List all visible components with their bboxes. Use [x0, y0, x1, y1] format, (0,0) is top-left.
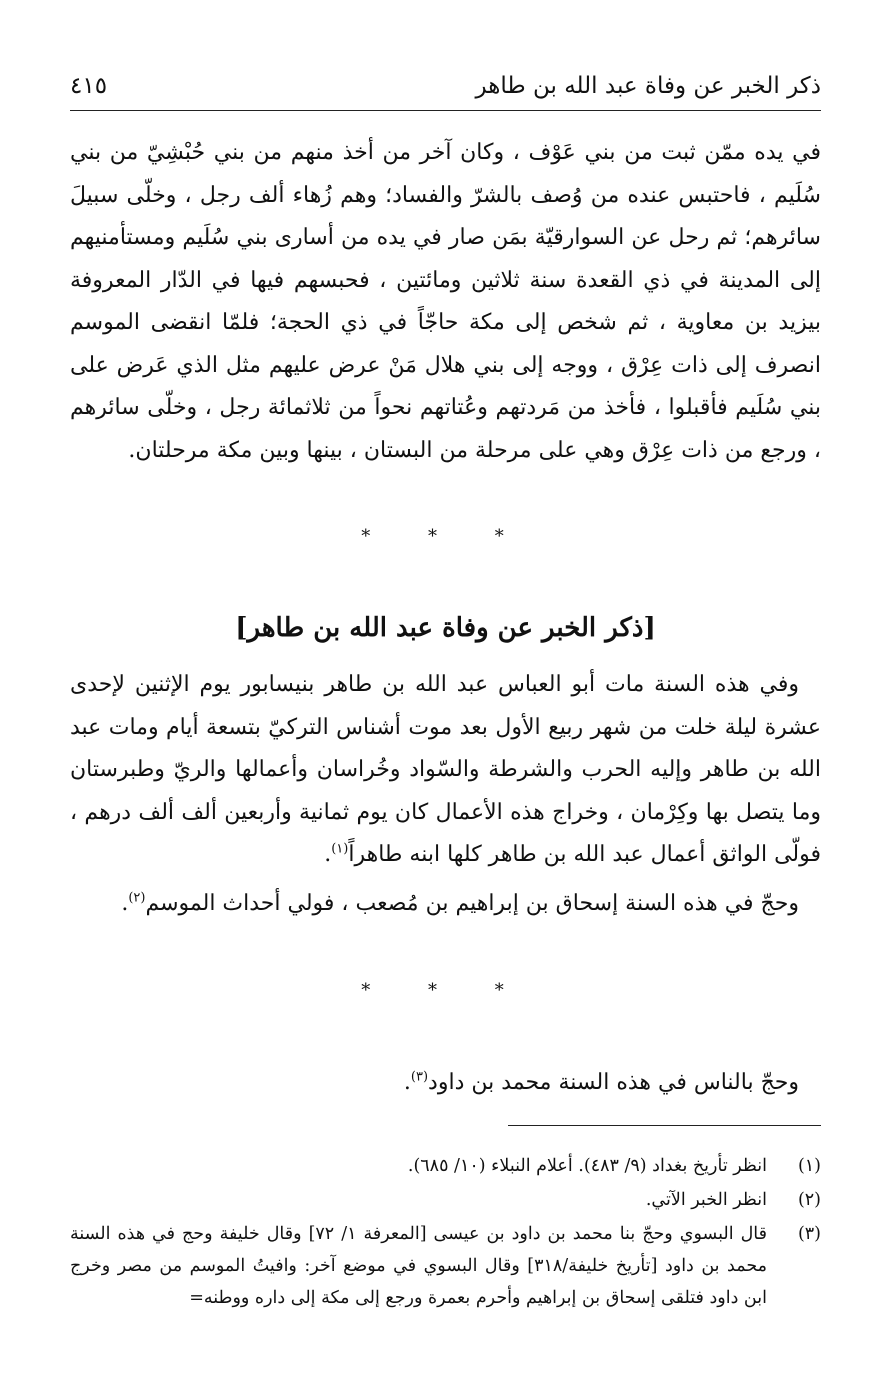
section-heading: [ذكر الخبر عن وفاة عبد الله بن طاهر]: [235, 613, 656, 643]
paragraph-3-text: وحجّ في هذه السنة إسحاق بن إبراهيم بن مُصعب ، فولي أحداث الموسم: [145, 891, 799, 916]
paragraph-4: [70, 1062, 821, 1105]
paragraph-4-text: وحجّ بالناس في هذه السنة محمد بن داود: [428, 1070, 799, 1095]
paragraph-3: [70, 883, 821, 926]
footnote-rule: [508, 1125, 821, 1126]
footnote-text: انظر الخبر الآتي.: [645, 1190, 767, 1210]
header-rule: [70, 110, 821, 111]
running-title: ذكر الخبر عن وفاة عبد الله بن طاهر: [475, 73, 821, 99]
footnote-1: [70, 1150, 821, 1182]
footnote-text: انظر تأريخ بغداد (٩/ ٤٨٣). أعلام النبلاء (١٠/ ٦٨٥).: [407, 1156, 767, 1176]
footnote-number: (٣): [797, 1224, 821, 1244]
section-separator-1: * * *: [361, 526, 530, 547]
page-number: ٤١٥: [70, 73, 108, 99]
paragraph-2: [70, 664, 821, 877]
paragraph-2-text: وفي هذه السنة مات أبو العباس عبد الله بن طاهر بنيسابور يوم الإثنين لإحدى عشرة ليلة خلت من شهر ربيع الأول بعد موت أشناس التركيّ بتسعة أيام ومات عبد الله بن طاهر وإليه الحرب والشرطة والسّواد وخُراسان وأعمالها والريّ وطبرستان وما يتصل بها وكِرْمان ، وخراج هذه الأعمال كان يوم ثمانية وأربعين ألف ألف درهم ، فولّى الواثق أعمال عبد الله بن طاهر كلها ابنه طاهراً: [70, 672, 821, 867]
footnote-number: (٢): [797, 1190, 821, 1210]
footnote-ref-3[interactable]: (٣): [410, 1069, 429, 1085]
footnote-number: (١): [797, 1156, 821, 1176]
footnote-2: [70, 1184, 821, 1216]
paragraph-3-end: .: [121, 891, 129, 916]
paragraph-1: في يده ممّن ثبت من بني عَوْف ، وكان آخر من أخذ منهم من بني حُبْشِيّ من بني سُلَيم ، فاحتبس عنده من وُصف بالشرّ والفساد؛ وهم زُهاء ألف رجل ، وخلّى سبيلَ سائرهم؛ ثم رحل عن السوارقيّة بمَن صار في يده من أسارى بني سُلَيم ومستأمنيهم إلى المدينة في ذي القعدة سنة ثلاثين ومائتين ، فحبسهم فيها في الدّار المعروفة بيزيد بن معاوية ، ثم شخص إلى مكة حاجّاً في ذي الحجة؛ فلمّا انقضى الموسم انصرف إلى ذات عِرْق ، ووجه إلى بني هلال مَنْ عرض عليهم مثل الذي عَرض على بني سُلَيم فأقبلوا ، فأخذ من مَردتهم وعُتاتهم نحواً من ثلاثمائة رجل ، وخلّى سائرهم ، ورجع من ذات عِرْق وهي على مرحلة من البستان ، بينها وبين مكة مرحلتان.: [70, 140, 821, 463]
paragraph-4-end: .: [403, 1070, 411, 1095]
footnote-ref-2[interactable]: (٢): [128, 890, 146, 906]
section-separator-2: * * *: [361, 980, 530, 1001]
footnote-ref-1[interactable]: (١): [331, 841, 349, 857]
footnote-text: قال البسوي وحجّ بنا محمد بن داود بن عيسى [المعرفة ١/ ٧٢] وقال خليفة وحج في هذه السنة محمد بن داود [تأريخ خليفة/٣١٨] وقال البسوي في موضع آخر: وافيتُ الموسم من مصر وخرج ابن داود فتلقى إسحاق بن إبراهيم وأحرم بعمرة ورجع إلى مكة إلى داره ووطنه=: [70, 1224, 767, 1308]
paragraph-2-end: .: [324, 842, 332, 867]
footnote-3: [70, 1218, 821, 1314]
page-header: [70, 68, 821, 108]
footnotes: [70, 1150, 821, 1316]
